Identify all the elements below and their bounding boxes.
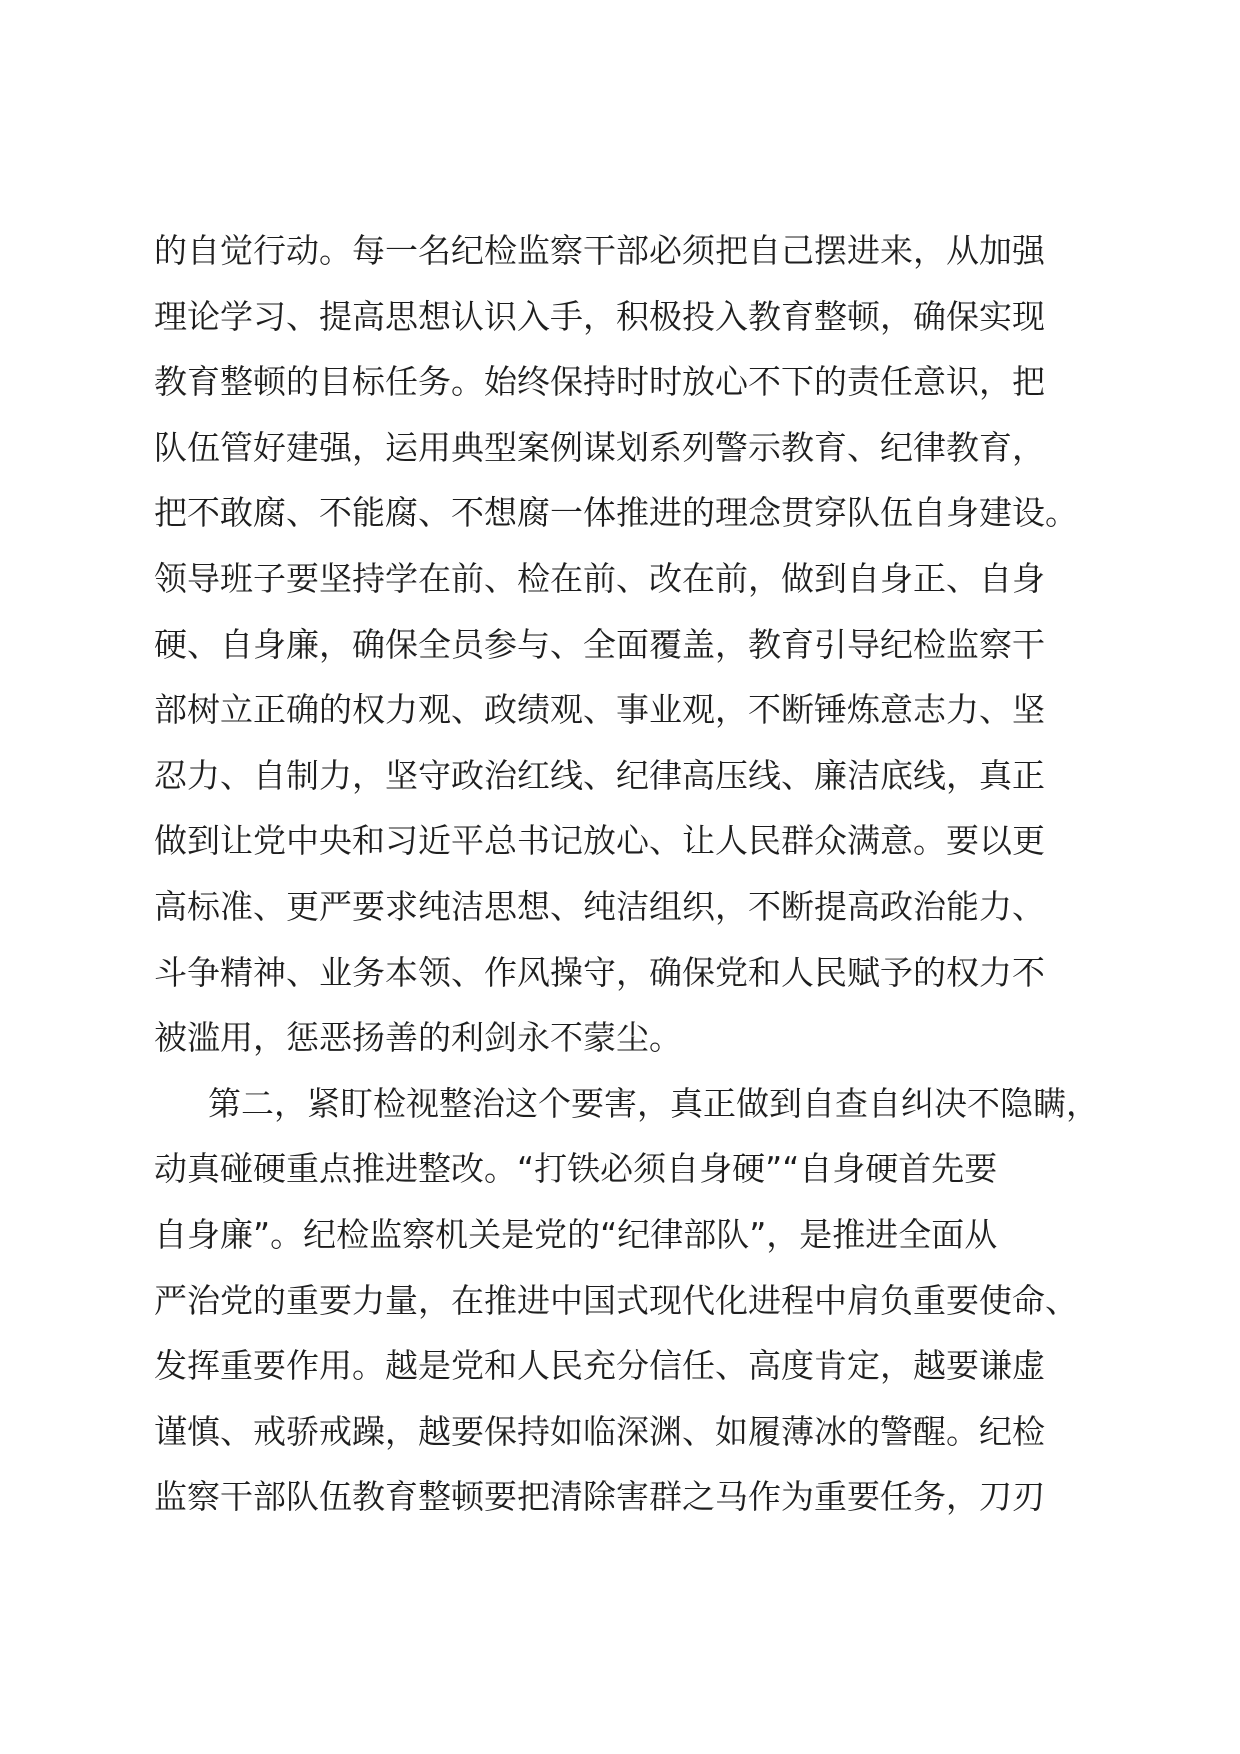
text-line: 领导班子要坚持学在前、检在前、改在前，做到自身正、自身 bbox=[154, 558, 1045, 598]
text-line: 部树立正确的权力观、政绩观、事业观，不断锤炼意志力、坚 bbox=[154, 690, 1045, 730]
text-line: 队伍管好建强，运用典型案例谋划系列警示教育、纪律教育， bbox=[154, 427, 1045, 467]
body-text bbox=[154, 218, 1114, 1530]
text-line: 斗争精神、业务本领、作风操守，确保党和人民赋予的权力不 bbox=[154, 952, 1045, 992]
text-line: 谨慎、戒骄戒躁，越要保持如临深渊、如履薄冰的警醒。纪检 bbox=[154, 1411, 1045, 1451]
text-line: 教育整顿的目标任务。始终保持时时放心不下的责任意识，把 bbox=[154, 362, 1045, 402]
text-line: 监察干部队伍教育整顿要把清除害群之马作为重要任务，刀刃 bbox=[154, 1477, 1045, 1517]
text-line: 发挥重要作用。越是党和人民充分信任、高度肯定，越要谦虚 bbox=[154, 1346, 1045, 1386]
text-line: 硬、自身廉，确保全员参与、全面覆盖，教育引导纪检监察干 bbox=[154, 624, 1045, 664]
text-line: 高标准、更严要求纯洁思想、纯洁组织，不断提高政治能力、 bbox=[154, 886, 1045, 926]
text-line: 做到让党中央和习近平总书记放心、让人民群众满意。要以更 bbox=[154, 821, 1045, 861]
text-line: 理论学习、提高思想认识入手，积极投入教育整顿，确保实现 bbox=[154, 296, 1045, 336]
text-line: 把不敢腐、不能腐、不想腐一体推进的理念贯穿队伍自身建设。 bbox=[154, 493, 1078, 533]
text-line: 严治党的重要力量，在推进中国式现代化进程中肩负重要使命、 bbox=[154, 1280, 1078, 1320]
paragraph-start-line: 第二，紧盯检视整治这个要害，真正做到自查自纠决不隐瞒， bbox=[208, 1083, 1099, 1123]
text-line: 忍力、自制力，坚守政治红线、纪律高压线、廉洁底线，真正 bbox=[154, 755, 1045, 795]
text-line: 被滥用，惩恶扬善的利剑永不蒙尘。 bbox=[154, 1018, 682, 1058]
text-line: 的自觉行动。每一名纪检监察干部必须把自己摆进来，从加强 bbox=[154, 231, 1045, 270]
text-line: 动真碰硬重点推进整改。“打铁必须自身硬”“自身硬首先要 bbox=[154, 1149, 998, 1189]
text-line: 自身廉”。纪检监察机关是党的“纪律部队”，是推进全面从 bbox=[154, 1214, 998, 1254]
